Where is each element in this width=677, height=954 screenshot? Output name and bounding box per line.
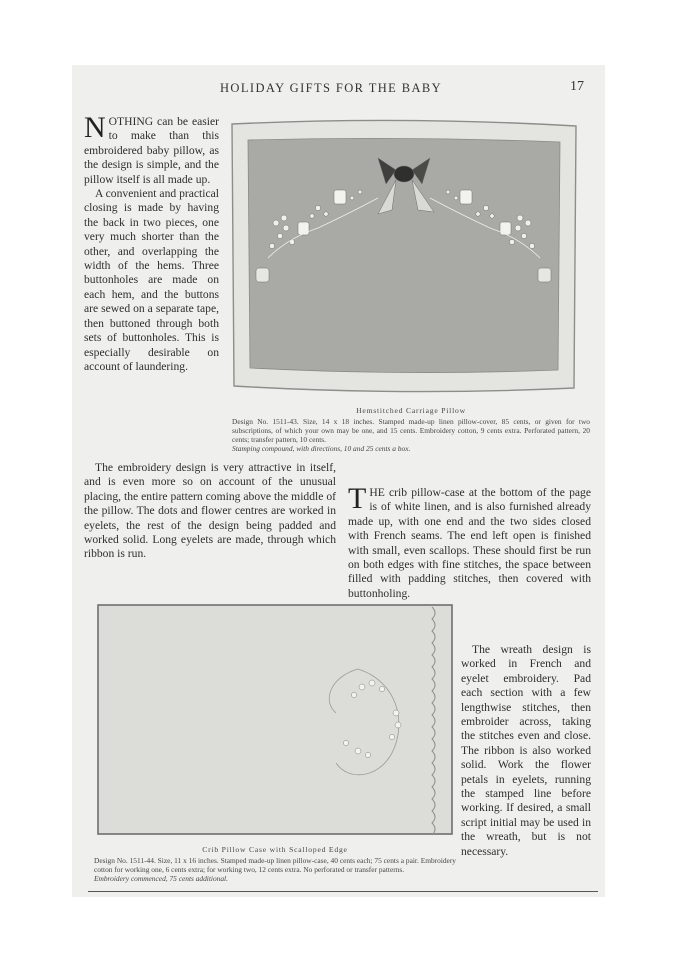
pillow-caption-body: Design No. 1511-43. Size, 14 x 18 inches. Stamped made-up linen pillow-cover, 85 cents, or given for two subscriptions, of which your own may be one, and 15 cents. Embroidery cotton, 9 cents extra. Perforated pattern, 20 cents; transfer pattern, 10 cents. bbox=[232, 417, 590, 444]
article-left-wide bbox=[84, 461, 336, 562]
paragraph-1-text: OTHING can be easier to make than this embroidered baby pillow, as the design is simple, and the pillow itself is all made up. bbox=[84, 115, 219, 186]
right-paragraph-1-text: HE crib pillow-case at the bottom of the page is of white linen, and is also furnished already made up, with one end and the two sides closed with French seams. The end left open is finished with small, even scallops. These should first be run on both edges with fine stitches, the space between filled with padding stitches, then covered with buttonholing. bbox=[348, 486, 591, 600]
pillowcase-caption-italic: Embroidery commenced, 75 cents additional. bbox=[94, 874, 228, 883]
page-number: 17 bbox=[570, 79, 584, 94]
paragraph-3: The embroidery design is very attractive in itself, and is even more so on account of the unusual placing, the entire pattern coming above the middle of the pillow. The dots and flower centres are worked in eyelets, the rest of the design being padded and worked solid. Long eyelets are made, through which ribbon is run. bbox=[84, 461, 336, 561]
pillowcase-illustration bbox=[96, 603, 454, 836]
pillow-caption-title: Hemstitched Carriage Pillow bbox=[356, 406, 466, 415]
right-paragraph-2: The wreath design is worked in French and eyelet embroidery. Pad each section with a few lengthwise stitches, then embroider across, taking the stitches even and close. The ribbon is also worked solid. Work the flower petals in eyelets, running the stamped line before working. If desired, a small script initial may be used in the wreath, but is not necessary. bbox=[461, 643, 591, 858]
page bbox=[72, 65, 605, 897]
pillowcase-caption-body: Design No. 1511-44. Size, 11 x 16 inches. Stamped made-up linen pillow-case, 40 cents each; 75 cents a pair. Embroidery cotton for working one, 6 cents extra; for working two, 12 cents extra. No perforated or transfer patterns. bbox=[94, 856, 456, 874]
dropcap-t: T bbox=[348, 482, 367, 515]
pillow-caption bbox=[232, 406, 590, 453]
article-right-top bbox=[348, 482, 591, 601]
pillowcase-caption bbox=[94, 845, 456, 883]
dropcap-n: N bbox=[84, 111, 106, 144]
bottom-rule bbox=[88, 891, 598, 892]
pillowcase-photo bbox=[96, 603, 454, 836]
article-right-lower bbox=[461, 643, 591, 859]
right-paragraph-1 bbox=[348, 482, 591, 601]
paragraph-2: A convenient and practical closing is made by having the back in two pieces, one very much shorter than the other, and overlapping the width of the hems. Three buttonholes are made on each hem, and the buttons are sewed on a separate tape, then buttoned through both sets of buttonholes. This is especially desirable on account of laundering. bbox=[84, 187, 219, 373]
pillow-photo bbox=[228, 118, 580, 396]
pillow-caption-italic: Stamping compound, with directions, 10 and 25 cents a box. bbox=[232, 444, 411, 453]
paragraph-1 bbox=[84, 111, 219, 187]
running-title: HOLIDAY GIFTS FOR THE BABY bbox=[220, 81, 443, 95]
pillowcase-caption-title: Crib Pillow Case with Scalloped Edge bbox=[202, 845, 348, 854]
pillow-illustration bbox=[228, 118, 580, 396]
article-left-column bbox=[84, 111, 219, 374]
